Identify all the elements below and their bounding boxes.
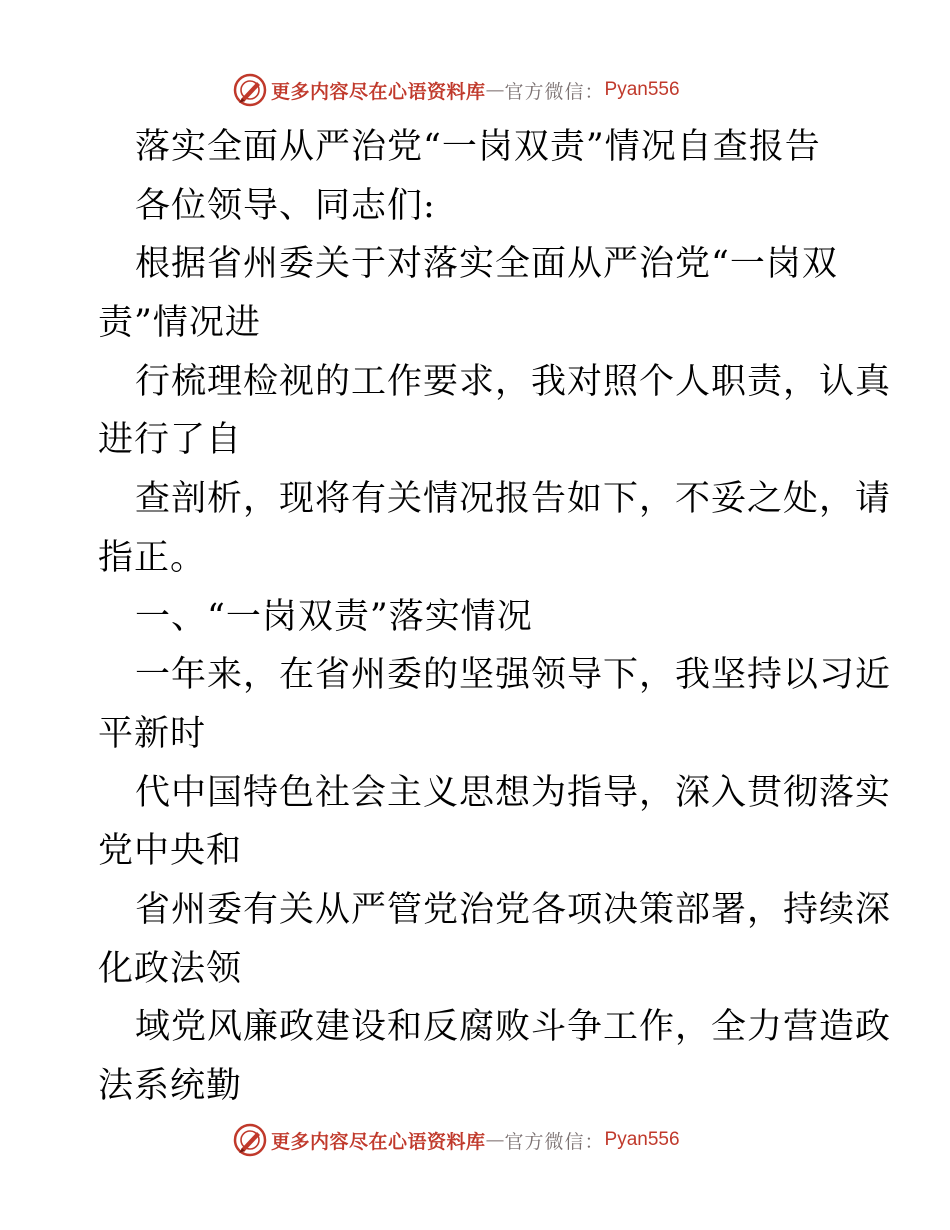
watermark-secondary-text: 官方微信： <box>504 1130 605 1153</box>
logo-icon <box>233 1123 267 1157</box>
text-line: 法系统勤 <box>98 1066 243 1106</box>
text-line: 根据省州委关于对落实全面从严治党“一岗双 <box>135 244 838 285</box>
watermark-account: Pyan556 <box>604 79 680 100</box>
text-line: 省州委有关从严管党治党各项决策部署，持续深 <box>135 889 892 930</box>
watermark-separator: — <box>485 79 505 101</box>
watermark-separator: — <box>485 1129 505 1151</box>
document-title: 落实全面从严治党“一岗双责”情况自查报告 <box>135 127 821 167</box>
salutation: 各位领导、同志们: <box>135 185 436 226</box>
header-watermark-banner <box>233 72 680 108</box>
text-line: 党中央和 <box>98 831 243 872</box>
watermark-account: Pyan556 <box>604 1129 680 1150</box>
document-body <box>98 118 892 1116</box>
text-line: 进行了自 <box>98 420 243 461</box>
section-heading: 一、“一岗双责”落实情况 <box>135 596 533 637</box>
watermark-main-text: 更多内容尽在心语资料库 <box>271 80 486 103</box>
text-line: 平新时 <box>98 713 207 754</box>
text-line: 查剖析，现将有关情况报告如下，不妥之处，请 <box>135 479 892 520</box>
logo-icon <box>233 73 267 107</box>
text-line: 指正。 <box>98 537 207 578</box>
text-line: 代中国特色社会主义思想为指导，深入贯彻落实 <box>135 772 892 813</box>
text-line: 责”情况进 <box>98 303 261 344</box>
text-line: 一年来，在省州委的坚强领导下，我坚持以习近 <box>135 655 892 696</box>
text-line: 域党风廉政建设和反腐败斗争工作，全力营造政 <box>135 1007 892 1048</box>
watermark-secondary-text: 官方微信： <box>504 80 605 103</box>
watermark-main-text: 更多内容尽在心语资料库 <box>271 1130 486 1153</box>
text-line: 化政法领 <box>98 948 243 989</box>
footer-watermark-banner <box>233 1122 680 1158</box>
text-line: 行梳理检视的工作要求，我对照个人职责，认真 <box>135 361 892 402</box>
